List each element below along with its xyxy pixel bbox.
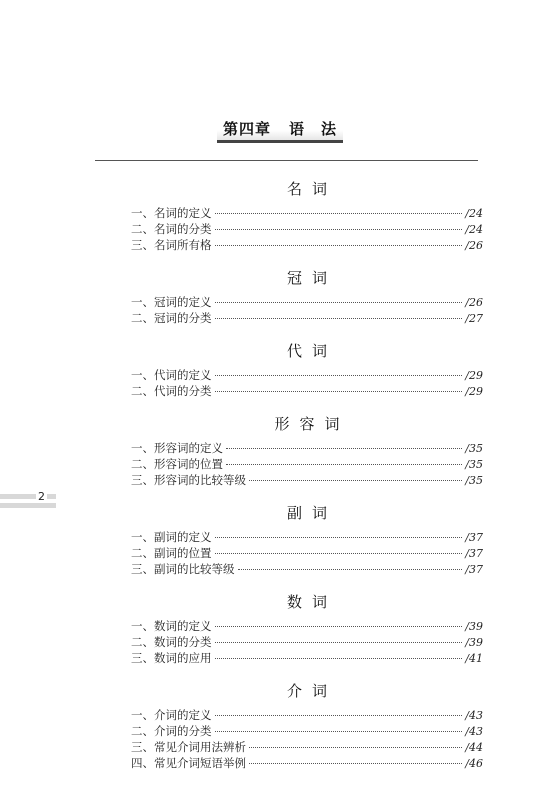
entry-title: 一、副词的定义 xyxy=(131,530,212,544)
section-gap xyxy=(131,326,483,340)
entry-title: 一、代词的定义 xyxy=(131,368,212,382)
entry-page-number: /26 xyxy=(465,296,483,309)
entry-page-number: /39 xyxy=(465,636,483,649)
toc-entry[interactable] xyxy=(131,456,483,472)
toc-entry[interactable] xyxy=(131,561,483,577)
dot-leader xyxy=(215,390,463,392)
entry-page-number: /43 xyxy=(465,725,483,738)
toc-section xyxy=(131,502,483,591)
entry-title: 四、常见介词短语举例 xyxy=(131,756,246,770)
dot-leader xyxy=(249,746,462,748)
entry-page-number: /35 xyxy=(465,458,483,471)
toc-entry[interactable] xyxy=(131,221,483,237)
toc-section xyxy=(131,178,483,267)
section-gap xyxy=(131,253,483,267)
entry-page-number: /39 xyxy=(465,620,483,633)
entry-page-number: /37 xyxy=(465,563,483,576)
toc-entry[interactable] xyxy=(131,529,483,545)
dot-leader xyxy=(215,301,463,303)
entry-title: 一、介词的定义 xyxy=(131,708,212,722)
entry-title: 二、名词的分类 xyxy=(131,222,212,236)
toc-entry[interactable] xyxy=(131,618,483,634)
toc-entry[interactable] xyxy=(131,383,483,399)
toc-entry[interactable] xyxy=(131,367,483,383)
chapter-number: 第四章 xyxy=(222,120,271,138)
dot-leader xyxy=(215,317,463,319)
entry-title: 三、数词的应用 xyxy=(131,651,212,665)
section-heading: 副词 xyxy=(286,504,337,522)
divider xyxy=(95,160,478,161)
page-tab-bar-top xyxy=(0,494,56,499)
page-number: 2 xyxy=(38,490,45,503)
entry-page-number: /27 xyxy=(465,312,483,325)
entry-page-number: /24 xyxy=(465,223,483,236)
chapter-title xyxy=(0,118,560,143)
section-gap xyxy=(131,488,483,502)
section-heading: 介词 xyxy=(286,682,337,700)
toc-section xyxy=(131,267,483,340)
dot-leader xyxy=(238,568,463,570)
entry-page-number: /43 xyxy=(465,709,483,722)
dot-leader xyxy=(215,641,463,643)
dot-leader xyxy=(226,447,462,449)
toc-entry[interactable] xyxy=(131,634,483,650)
dot-leader xyxy=(215,212,463,214)
entry-title: 二、冠词的分类 xyxy=(131,311,212,325)
toc-entry[interactable] xyxy=(131,472,483,488)
toc-entry[interactable] xyxy=(131,650,483,666)
entry-title: 二、介词的分类 xyxy=(131,724,212,738)
entry-title: 二、形容词的位置 xyxy=(131,457,223,471)
chapter-name: 语 法 xyxy=(289,120,338,138)
toc-entry[interactable] xyxy=(131,755,483,771)
section-gap xyxy=(131,666,483,680)
toc-entry[interactable] xyxy=(131,294,483,310)
entry-title: 一、数词的定义 xyxy=(131,619,212,633)
dot-leader xyxy=(215,714,463,716)
entry-page-number: /37 xyxy=(465,547,483,560)
entry-page-number: /29 xyxy=(465,385,483,398)
section-heading: 数词 xyxy=(286,593,337,611)
dot-leader xyxy=(215,730,463,732)
toc-entry[interactable] xyxy=(131,205,483,221)
section-gap xyxy=(131,577,483,591)
dot-leader xyxy=(215,244,463,246)
toc-entry[interactable] xyxy=(131,545,483,561)
entry-title: 三、副词的比较等级 xyxy=(131,562,235,576)
entry-page-number: /24 xyxy=(465,207,483,220)
chapter-heading xyxy=(217,118,343,143)
dot-leader xyxy=(215,625,463,627)
dot-leader xyxy=(249,762,462,764)
toc-section xyxy=(131,413,483,502)
dot-leader xyxy=(215,552,463,554)
entry-title: 二、数词的分类 xyxy=(131,635,212,649)
entry-page-number: /41 xyxy=(465,652,483,665)
section-heading: 代词 xyxy=(286,342,337,360)
dot-leader xyxy=(215,228,463,230)
section-heading: 名词 xyxy=(286,180,337,198)
entry-title: 二、代词的分类 xyxy=(131,384,212,398)
dot-leader xyxy=(215,536,463,538)
toc-entry[interactable] xyxy=(131,310,483,326)
page-number-tab xyxy=(0,490,56,510)
toc-section xyxy=(131,680,483,771)
entry-page-number: /35 xyxy=(465,442,483,455)
toc-entry[interactable] xyxy=(131,723,483,739)
entry-title: 三、名词所有格 xyxy=(131,238,212,252)
section-gap xyxy=(131,399,483,413)
dot-leader xyxy=(215,657,463,659)
toc-entry[interactable] xyxy=(131,739,483,755)
toc-section xyxy=(131,591,483,680)
entry-page-number: /35 xyxy=(465,474,483,487)
dot-leader xyxy=(215,374,463,376)
toc-entry[interactable] xyxy=(131,707,483,723)
page-tab-bar-bottom xyxy=(0,503,56,508)
entry-title: 二、副词的位置 xyxy=(131,546,212,560)
dot-leader xyxy=(226,463,462,465)
entry-page-number: /46 xyxy=(465,757,483,770)
section-heading: 形容词 xyxy=(274,415,350,433)
entry-page-number: /29 xyxy=(465,369,483,382)
entry-page-number: /26 xyxy=(465,239,483,252)
entry-title: 三、常见介词用法辨析 xyxy=(131,740,246,754)
section-heading: 冠词 xyxy=(286,269,337,287)
dot-leader xyxy=(249,479,462,481)
entry-title: 三、形容词的比较等级 xyxy=(131,473,246,487)
entry-title: 一、名词的定义 xyxy=(131,206,212,220)
toc-entry[interactable] xyxy=(131,440,483,456)
entry-page-number: /44 xyxy=(465,741,483,754)
entry-title: 一、形容词的定义 xyxy=(131,441,223,455)
toc-entry[interactable] xyxy=(131,237,483,253)
toc-section xyxy=(131,340,483,413)
entry-page-number: /37 xyxy=(465,531,483,544)
table-of-contents xyxy=(131,178,483,771)
entry-title: 一、冠词的定义 xyxy=(131,295,212,309)
